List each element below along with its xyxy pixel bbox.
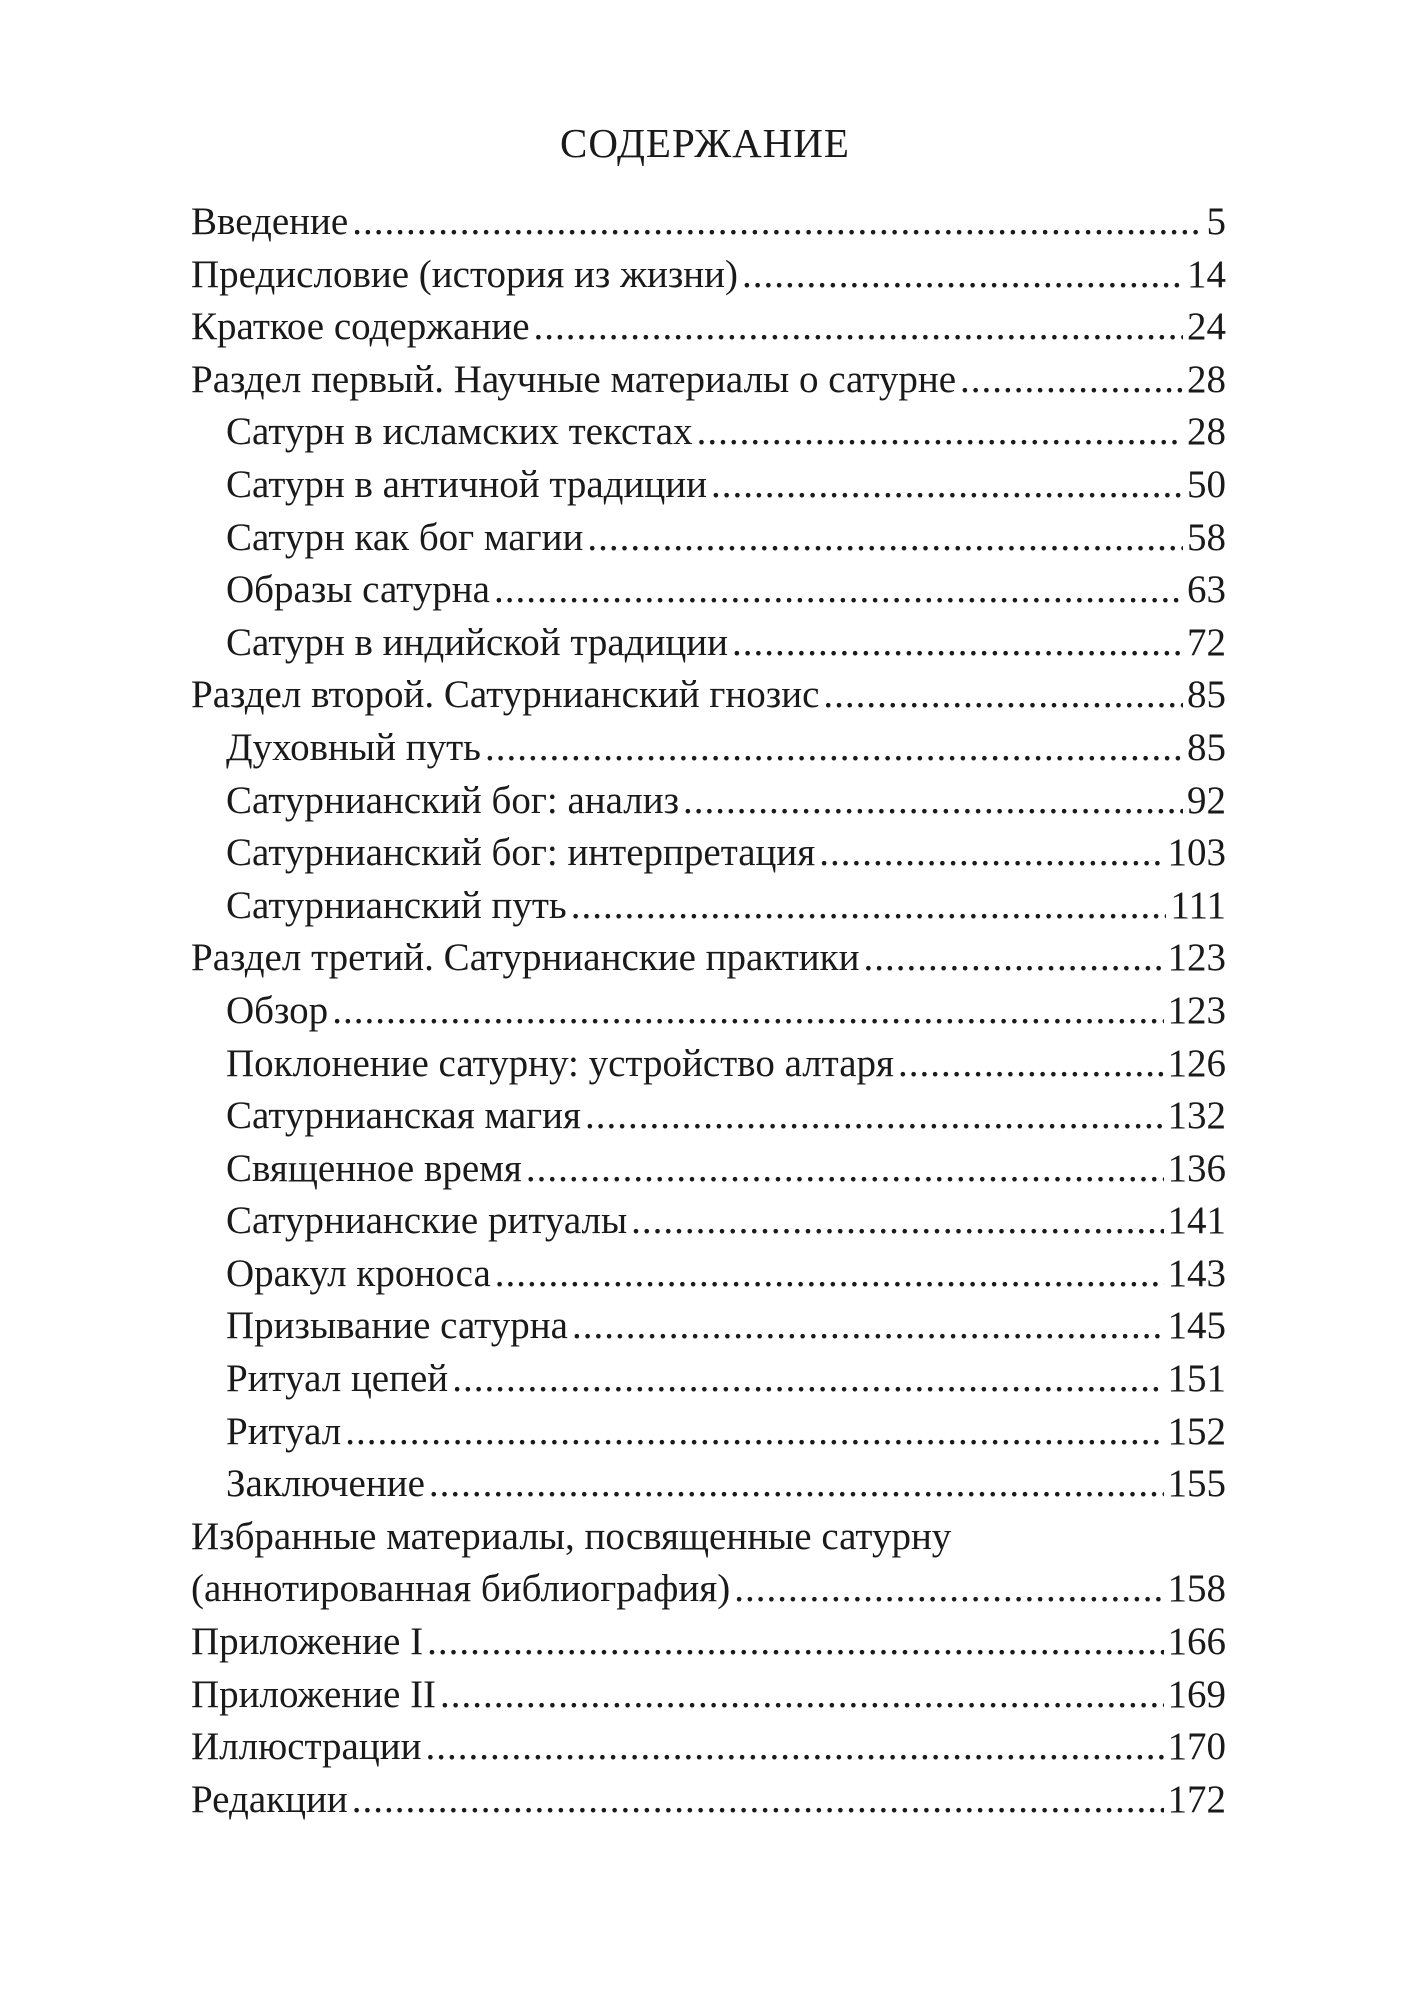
dot-leader xyxy=(898,1038,1164,1091)
toc-entry-page: 169 xyxy=(1167,1672,1226,1716)
toc-entry[interactable] xyxy=(191,1143,1226,1196)
toc-entry-label: Заключение xyxy=(226,1462,425,1506)
dot-leader xyxy=(572,1300,1164,1353)
toc-entry[interactable] xyxy=(191,459,1226,512)
table-of-contents xyxy=(191,196,1226,1826)
toc-entry[interactable] xyxy=(191,196,1226,249)
dot-leader xyxy=(427,1616,1163,1669)
toc-entry[interactable] xyxy=(191,1669,1226,1722)
toc-entry[interactable] xyxy=(191,669,1226,722)
toc-entry-label: Сатурн в индийской традиции xyxy=(226,620,729,664)
toc-entry-page: 103 xyxy=(1167,831,1226,875)
toc-entry-bibliography[interactable] xyxy=(191,1563,1226,1616)
toc-entry-label: Сатурнианские ритуалы xyxy=(226,1199,628,1243)
toc-entry[interactable] xyxy=(191,1616,1226,1669)
toc-entry-label: Священное время xyxy=(226,1146,522,1190)
toc-entry-page: 58 xyxy=(1187,515,1226,559)
toc-entry-label: Раздел второй. Сатурнианский гнозис xyxy=(191,673,820,717)
toc-entry-label: Приложение I xyxy=(191,1620,424,1664)
toc-entry[interactable] xyxy=(191,722,1226,775)
toc-entry[interactable] xyxy=(191,1406,1226,1459)
dot-leader xyxy=(452,1353,1163,1406)
toc-entry-label: Сатурн в античной традиции xyxy=(226,462,707,506)
toc-entry-page: 158 xyxy=(1167,1567,1226,1611)
toc-entry-page: 85 xyxy=(1187,725,1226,769)
toc-entry[interactable] xyxy=(191,827,1226,880)
toc-entry-page: 132 xyxy=(1167,1094,1226,1138)
toc-entry-label: Сатурнианский путь xyxy=(226,883,567,927)
dot-leader xyxy=(534,301,1183,354)
toc-entry-page: 72 xyxy=(1187,620,1226,664)
toc-entry[interactable] xyxy=(191,1038,1226,1091)
dot-leader xyxy=(495,1248,1164,1301)
dot-leader xyxy=(429,1458,1164,1511)
dot-leader xyxy=(352,196,1202,249)
toc-entry-page: 151 xyxy=(1167,1357,1226,1401)
dot-leader xyxy=(332,985,1163,1038)
dot-leader xyxy=(823,669,1183,722)
toc-main-list xyxy=(191,196,1226,1511)
toc-entry[interactable] xyxy=(191,1300,1226,1353)
toc-entry-page: 152 xyxy=(1167,1409,1226,1453)
toc-entry-label: Сатурнианский бог: интерпретация xyxy=(226,831,816,875)
dot-leader xyxy=(683,775,1183,828)
dot-leader xyxy=(742,249,1183,302)
toc-entry-label: Редакции xyxy=(191,1777,348,1821)
toc-entry-page: 92 xyxy=(1187,778,1226,822)
toc-entry-page: 28 xyxy=(1187,357,1226,401)
toc-entry-page: 141 xyxy=(1167,1199,1226,1243)
dot-leader xyxy=(526,1143,1164,1196)
toc-entry[interactable] xyxy=(191,985,1226,1038)
toc-entry[interactable] xyxy=(191,880,1226,933)
toc-entry-label: Раздел третий. Сатурнианские практики xyxy=(191,936,860,980)
dot-leader xyxy=(631,1195,1163,1248)
toc-entry-label: Образы сатурна xyxy=(226,568,490,612)
toc-entry-page: 123 xyxy=(1167,988,1226,1032)
toc-entry-page: 5 xyxy=(1206,200,1226,243)
toc-entry[interactable] xyxy=(191,1721,1226,1774)
toc-entry-label: Ритуал цепей xyxy=(226,1357,449,1401)
toc-entry[interactable] xyxy=(191,249,1226,302)
toc-entry-page: 126 xyxy=(1167,1041,1226,1085)
toc-entry-page: 24 xyxy=(1187,305,1226,349)
toc-entry[interactable] xyxy=(191,617,1226,670)
dot-leader xyxy=(697,406,1183,459)
toc-entry-label: Введение xyxy=(191,200,349,243)
toc-entry-label: Оракул кроноса xyxy=(226,1251,491,1295)
toc-entry-label: Предисловие (история из жизни) xyxy=(191,252,739,296)
toc-entry-label: Духовный путь xyxy=(226,725,481,769)
dot-leader xyxy=(425,1721,1163,1774)
toc-entry-page: 143 xyxy=(1167,1251,1226,1295)
toc-entry[interactable] xyxy=(191,1353,1226,1406)
page-title: СОДЕРЖАНИЕ xyxy=(560,120,850,166)
toc-entry-page: 145 xyxy=(1167,1304,1226,1348)
toc-entry-page: 155 xyxy=(1167,1462,1226,1506)
toc-entry-label: Сатурн как бог магии xyxy=(226,515,584,559)
toc-entry[interactable] xyxy=(191,1090,1226,1143)
toc-entry-label: (аннотированная библиография) xyxy=(191,1567,731,1611)
toc-entry-page: 136 xyxy=(1167,1146,1226,1190)
toc-entry-page: 85 xyxy=(1187,673,1226,717)
toc-entry-label: Сатурнианский бог: анализ xyxy=(226,778,680,822)
toc-tail-list xyxy=(191,1616,1226,1826)
toc-entry-label: Краткое содержание xyxy=(191,305,530,349)
dot-leader xyxy=(485,722,1183,775)
dot-leader xyxy=(494,564,1183,617)
toc-entry-page: 170 xyxy=(1167,1725,1226,1769)
toc-entry[interactable] xyxy=(191,354,1226,407)
toc-entry-page: 172 xyxy=(1167,1777,1226,1821)
toc-entry-page: 28 xyxy=(1187,410,1226,454)
dot-leader xyxy=(585,1090,1164,1143)
toc-entry[interactable] xyxy=(191,1195,1226,1248)
dot-leader xyxy=(587,512,1183,565)
toc-entry-page: 166 xyxy=(1167,1620,1226,1664)
toc-entry-page: 111 xyxy=(1170,883,1226,927)
dot-leader xyxy=(863,932,1163,985)
toc-entry-page: 50 xyxy=(1187,462,1226,506)
toc-entry-label: Сатурн в исламских текстах xyxy=(226,410,693,454)
toc-entry-label: Приложение II xyxy=(191,1672,437,1716)
toc-entry[interactable] xyxy=(191,1774,1226,1827)
dot-leader xyxy=(345,1406,1163,1459)
toc-entry-label: Сатурнианская магия xyxy=(226,1094,581,1138)
toc-entry-label: Поклонение сатурну: устройство алтаря xyxy=(226,1041,894,1085)
toc-entry[interactable] xyxy=(191,775,1226,828)
toc-entry[interactable] xyxy=(191,1458,1226,1511)
toc-entry[interactable] xyxy=(191,406,1226,459)
toc-entry-bibliography-line1 xyxy=(191,1511,1226,1564)
dot-leader xyxy=(819,827,1163,880)
toc-entry-label: Призывание сатурна xyxy=(226,1304,568,1348)
toc-entry[interactable] xyxy=(191,512,1226,565)
dot-leader xyxy=(734,1563,1163,1616)
toc-entry[interactable] xyxy=(191,564,1226,617)
toc-entry-page: 14 xyxy=(1187,252,1226,296)
dot-leader xyxy=(711,459,1183,512)
dot-leader xyxy=(571,880,1167,933)
toc-entry[interactable] xyxy=(191,1248,1226,1301)
toc-entry-label: Избранные материалы, посвященные сатурну xyxy=(191,1514,952,1558)
dot-leader xyxy=(732,617,1183,670)
dot-leader xyxy=(440,1669,1163,1722)
toc-entry[interactable] xyxy=(191,301,1226,354)
dot-leader xyxy=(352,1774,1164,1827)
dot-leader xyxy=(960,354,1183,407)
toc-entry-page: 63 xyxy=(1187,568,1226,612)
toc-entry-label: Иллюстрации xyxy=(191,1725,422,1769)
toc-entry-label: Обзор xyxy=(226,988,329,1032)
toc-entry-label: Раздел первый. Научные материалы о сатурне xyxy=(191,357,957,401)
toc-entry-label: Ритуал xyxy=(226,1409,342,1453)
toc-entry-page: 123 xyxy=(1167,936,1226,980)
toc-entry[interactable] xyxy=(191,932,1226,985)
